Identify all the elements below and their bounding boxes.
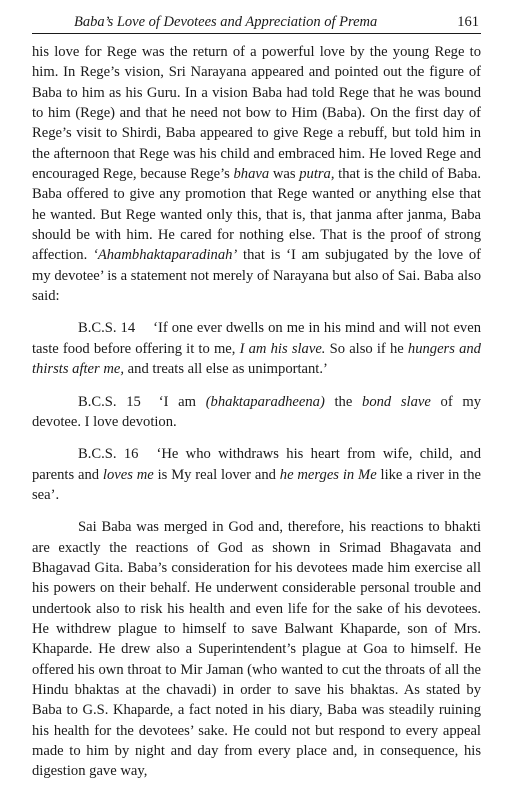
italic-text: he merges in Me (279, 466, 377, 483)
scripture-reference: B.C.S. 15 (78, 393, 141, 410)
text-run: , that is the child of Baba. Baba offered to give any promotion that Rege wanted or anything else that he wanted. But Rege wanted only this, that is, that janma after janma, Baba should be with him. He cared for nothing else. That is the proof of strong affection. (32, 166, 481, 264)
paragraph (32, 444, 481, 505)
text-run: like a river in the sea’. (32, 466, 481, 503)
text-run: that is ‘I am subjugated by the love of my devotee’ is a statement not merely of Narayana but also of Sai. Baba also said: (32, 247, 482, 305)
text-run: So also if he (325, 340, 408, 357)
text-run: his love for Rege was the return of a powerful love by the young Rege to him. In Rege’s vision, Sri Narayana appeared and pointed out the figure of Baba to him as his Guru. In a vision Baba had told Rege that he was bound to him (Rege) and that he need not bow to Him (Baba). On the first day of Rege’s visit to Shirdi, Baba appeared to give Rege a rebuff, but told him in the afternoon that Rege was his child and embraced him. He loved Rege and encouraged Rege, because Rege’s (32, 44, 481, 183)
italic-text: loves me (102, 466, 154, 483)
italic-text: (bhaktaparadheena) (205, 393, 325, 410)
italic-text: hungers and thirsts after me, (32, 340, 481, 378)
text-run: the (324, 393, 363, 410)
text-run: is My real lover and (153, 466, 280, 483)
text-run: Sai Baba was merged in God and, therefore, his reactions to bhakti are exactly the reactions of God as shown in Srimad Bhagavata and Bhagavad Gita. Baba’s consideration for his devotees made him exercise all his powers on their behalf. He underwent considerable personal trouble and undertook also to risk his health and even life for the sake of his devotees. He withdrew plague to himself to save Balwant Khaparde, son of Mrs. Khaparde. He drew also a Superintendent’s plague at Goa to himself. He offered his own throat to Mir Jaman (who wanted to cut the throats of all the Hindu bhaktas at the chavadi) in order to save his bhaktas. As stated by Baba to G.S. Khaparde, a fact noted in his diary, Baba was steadily ruining his health for the devotees’ sake. He could not but respond to every appeal made to him by night and day from every place and, in consequence, his digestion gave way, (32, 519, 481, 780)
italic-text: bhava (233, 166, 270, 183)
text-run: and treats all else as unimportant.’ (124, 361, 328, 378)
italic-text: ‘Ahambhaktaparadinah’ (92, 247, 238, 264)
scripture-reference: B.C.S. 14 (78, 320, 136, 337)
text-run: ‘I am (158, 393, 206, 410)
text-run: was (269, 166, 300, 183)
page-body (32, 42, 481, 782)
page-header (32, 0, 481, 34)
paragraph (32, 42, 481, 306)
paragraph (32, 392, 481, 433)
italic-text: bond slave (362, 393, 431, 410)
italic-text: putra (299, 166, 331, 183)
text-run: ‘If one ever dwells on me in his mind and will not even taste food before offering it to me, (32, 320, 482, 357)
paragraph (32, 318, 481, 379)
italic-text: I am his slave. (239, 340, 326, 357)
text-run: ‘He who withdraws his heart from wife, child, and parents and (32, 446, 481, 483)
paragraph (32, 517, 481, 781)
text-run: of my devotee. I love devotion. (32, 393, 481, 430)
running-title: Baba’s Love of Devotees and Appreciation of Prema (74, 14, 378, 30)
scripture-reference: B.C.S. 16 (78, 446, 139, 463)
page-number: 161 (457, 14, 479, 30)
